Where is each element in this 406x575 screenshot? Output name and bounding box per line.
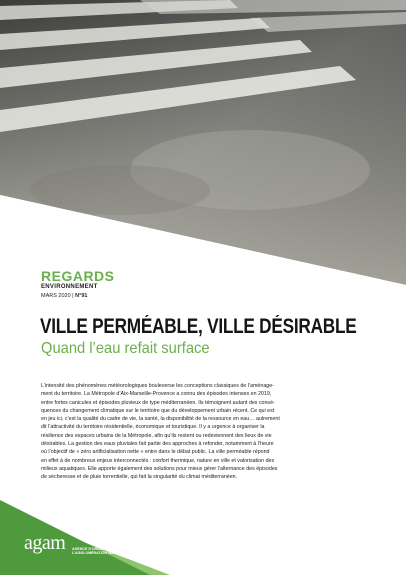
- body-line: quences du changement climatique sur le territoire que du développement urbain récent. Ce qui est: [41, 407, 275, 414]
- rubrique-label: ENVIRONNEMENT: [41, 284, 98, 290]
- intro-paragraph: [41, 382, 371, 482]
- body-line: entre fortes canicules et épisodes pluvieux de type méditerranéen. Ils témoignent autant des consé-: [41, 399, 275, 406]
- issue-date: MARS 2020 |: [41, 293, 74, 299]
- footer-green-wedge: [0, 470, 406, 575]
- body-line: où l’objectif de « zéro artificialisation nette » entre dans le débat public. La ville perméable répond: [41, 449, 270, 456]
- section-label: REGARDS: [41, 268, 115, 284]
- body-line: de sécheresse et de pluie torrentielle, qui fait la singularité du climat méditerranéen.: [41, 474, 238, 481]
- body-line: L’intensité des phénomènes météorologiques bouleverse les conceptions classiques de l’aménage-: [41, 383, 274, 389]
- agam-logo: agam: [24, 532, 66, 554]
- page-subtitle: Quand l’eau refait surface: [41, 340, 210, 357]
- agam-logo-tagline: AGENCE D’URBANISME DE L’AGGLOMÉRATION MARSEILLAISE: [72, 547, 135, 556]
- issue-line: [41, 293, 87, 299]
- issue-number: N°91: [75, 293, 88, 299]
- body-line: en jeu ici, c’est la qualité du cadre de vie, la santé, la disponibilité de la ressource en eau… autrement: [41, 416, 280, 423]
- page-title: VILLE PERMÉABLE, VILLE DÉSIRABLE: [40, 315, 357, 338]
- body-line: ment du territoire. La Métropole d’Aix-Marseille-Provence a connu des épisodes intenses en 2019,: [41, 391, 272, 398]
- body-line: dit l’attractivité du territoire résidentielle, économique et touristique. Il y a urgence à organiser la: [41, 424, 265, 431]
- body-line: milieux aquatiques. Elle apporte également des solutions pour mieux gérer l’alternance des épisodes: [41, 465, 278, 472]
- body-line: résilience des espaces urbains de la Métropole, afin qu’ils restent ou redeviennent des lieux de vie: [41, 432, 272, 439]
- body-line: en effet à de nombreux enjeux interconnectés : confort thermique, nature en ville et valorisation des: [41, 457, 275, 464]
- body-line: désirables. La gestion des eaux pluviales fait partie des approches à refonder, notamment à l’heure: [41, 441, 274, 448]
